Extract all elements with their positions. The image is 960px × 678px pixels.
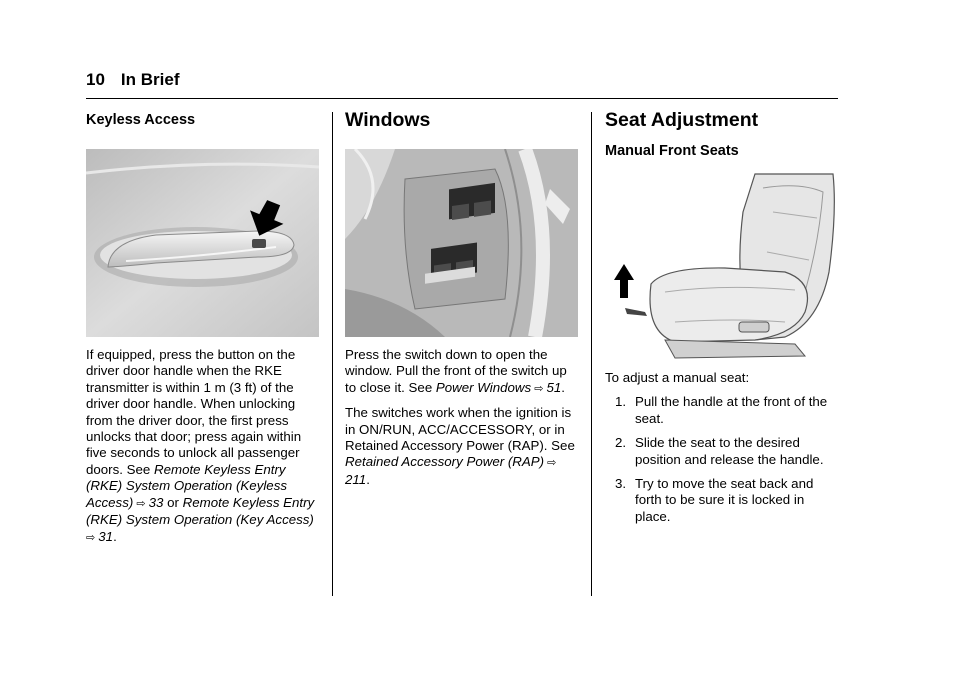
list-item: 3. Try to move the seat back and forth to be sure it is locked in place. <box>615 476 814 524</box>
page-header <box>86 70 179 90</box>
text-run: . <box>113 529 117 545</box>
link-rke-keyless-access: Remote Keyless Entry (RKE) System Operation (Keyless Access) <box>86 461 287 510</box>
seat-adjustment-column <box>605 108 840 533</box>
windows-heading: Windows <box>345 109 431 131</box>
page-ref-number: 211 <box>345 471 367 487</box>
keyless-access-column <box>86 108 320 555</box>
page-ref-icon: ⇨ <box>531 382 547 395</box>
text-run: or <box>163 494 183 510</box>
text-run: If equipped, press the button on the driver door handle when the RKE transmitter is within 1 m (3 ft) of the driver door handle. When unlocking from the driver door, the first press unlocks that door; press again within five seconds to unlock all passenger doors. See <box>86 347 302 477</box>
windows-body-1 <box>345 347 580 397</box>
seat-adjustment-heading: Seat Adjustment <box>605 109 759 131</box>
page-number: 10 <box>86 70 105 89</box>
page-ref-icon: ⇨ <box>133 497 149 510</box>
windows-column <box>345 108 580 496</box>
column-divider-2 <box>591 112 592 596</box>
manual-front-seats-heading: Manual Front Seats <box>605 143 739 159</box>
window-switch-illustration <box>345 149 578 337</box>
seat-illustration <box>605 172 838 362</box>
text-run: The switches work when the ignition is in ON/RUN, ACC/ACCESSORY, or in Retained Accessory Power (RAP). See <box>345 405 575 454</box>
seat-intro: To adjust a manual seat: <box>605 370 750 385</box>
section-title: In Brief <box>120 70 180 89</box>
header-rule <box>86 98 838 99</box>
page-ref-number: 31 <box>98 529 114 545</box>
list-item: 1. Pull the handle at the front of the seat. <box>615 394 828 426</box>
door-handle-illustration <box>86 149 319 337</box>
column-divider-1 <box>332 112 333 596</box>
link-retained-accessory-power: Retained Accessory Power (RAP) <box>345 454 545 470</box>
page-ref-number: 33 <box>148 494 164 510</box>
link-power-windows: Power Windows <box>435 379 532 395</box>
text-run: . <box>366 471 370 487</box>
list-item: 2. Slide the seat to the desired position and release the handle. <box>615 435 824 467</box>
keyless-access-heading: Keyless Access <box>86 112 196 128</box>
windows-body-2 <box>345 405 580 488</box>
page-ref-icon: ⇨ <box>86 532 99 545</box>
keyless-access-body <box>86 347 320 547</box>
page-ref-icon: ⇨ <box>544 457 557 470</box>
text-run: Press the switch down to open the window. Pull the front of the switch up to close it. See <box>345 347 567 395</box>
link-rke-key-access: Remote Keyless Entry (RKE) System Operation (Key Access) <box>86 494 315 528</box>
text-run: . <box>561 379 565 395</box>
seat-steps <box>605 394 840 525</box>
page-ref-number: 51 <box>546 379 562 395</box>
